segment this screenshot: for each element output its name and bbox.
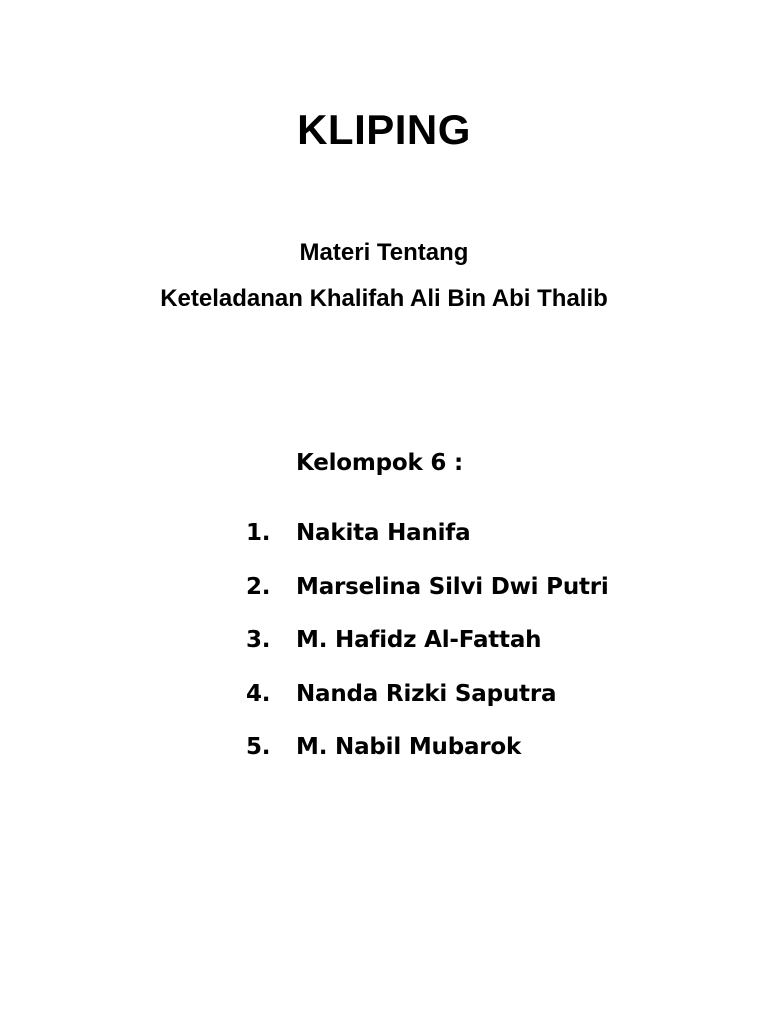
member-name: Marselina Silvi Dwi Putri (296, 573, 609, 600)
list-item (246, 732, 609, 786)
subtitle-line-1: Materi Tentang (299, 239, 469, 266)
member-number: 1. (246, 520, 271, 546)
member-name: Nanda Rizki Saputra (296, 680, 557, 707)
member-number: 2. (246, 573, 271, 600)
list-item (246, 572, 609, 626)
subtitle-line-2: Keteladanan Khalifah Ali Bin Abi Thalib (160, 285, 608, 312)
member-name: Nakita Hanifa (296, 520, 471, 546)
member-list (246, 518, 609, 786)
list-item (246, 518, 609, 572)
member-name: M. Hafidz Al-Fattah (296, 627, 542, 653)
member-name: M. Nabil Mubarok (296, 734, 522, 760)
member-number: 3. (246, 627, 271, 653)
member-number: 4. (246, 680, 271, 707)
group-heading: Kelompok 6 : (296, 450, 464, 476)
member-number: 5. (246, 734, 271, 760)
list-item (246, 625, 609, 679)
list-item (246, 679, 609, 733)
document-title: KLIPING (297, 106, 471, 153)
